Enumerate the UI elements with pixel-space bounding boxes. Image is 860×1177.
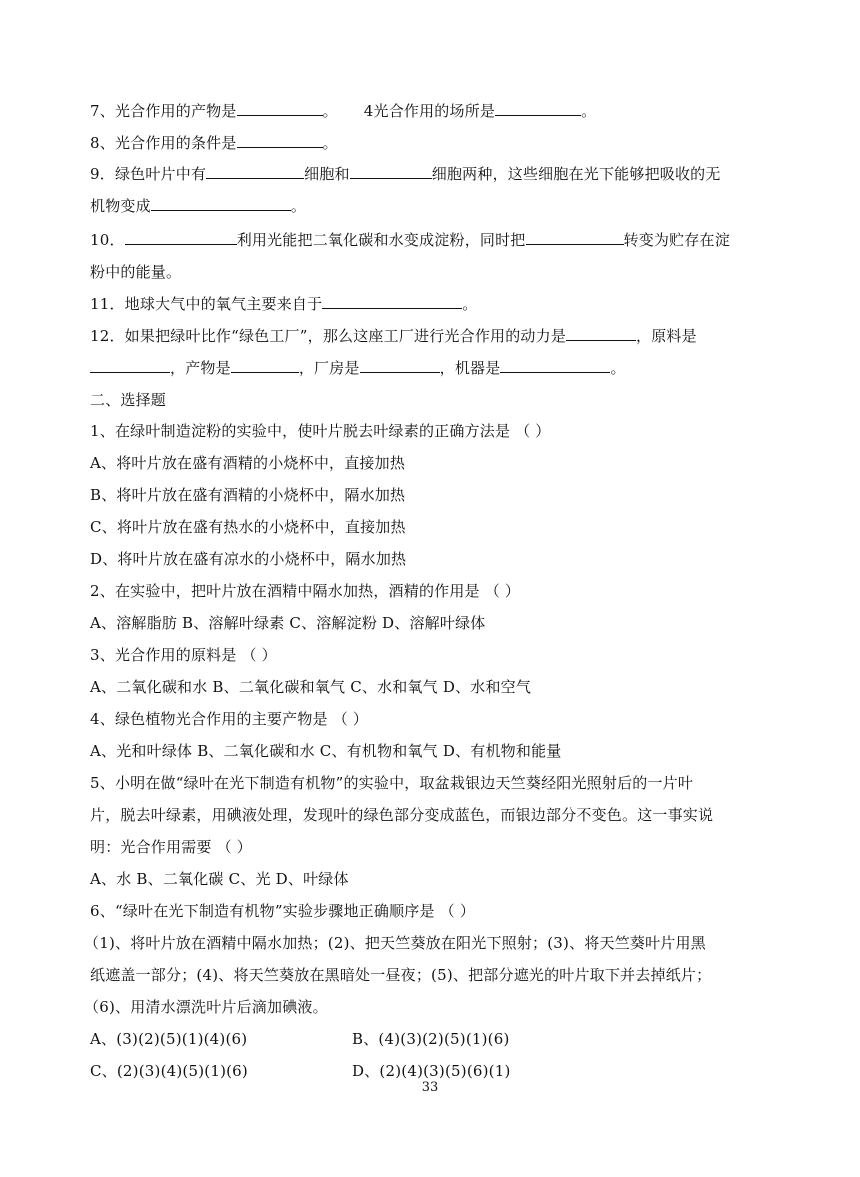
- question-text: 8、光合作用的条件是: [90, 134, 237, 152]
- section-heading: 二、选择题: [90, 391, 167, 409]
- choice-question-6-steps: 纸遮盖一部分；(4)、将天竺葵放在黑暗处一昼夜；(5)、把部分遮光的叶片取下并去掉纸片；: [90, 966, 712, 984]
- question-text: 细胞两种，这些细胞在光下能够把吸收的无: [431, 165, 721, 183]
- choice-option: D、将叶片放在盛有凉水的小烧杯中，隔水加热: [90, 550, 407, 568]
- fill-question-9: [90, 164, 780, 184]
- choice-option: C、(2)(3)(4)(5)(1)(6): [90, 1062, 248, 1080]
- choice-options: A、光和叶绿体 B、二氧化碳和水 C、有机物和氧气 D、有机物和能量: [90, 742, 562, 760]
- answer-blank[interactable]: [206, 164, 304, 179]
- question-text: 转变为贮存在淀: [623, 231, 730, 249]
- choice-options-row: [90, 1029, 780, 1049]
- question-text: 机物变成: [90, 197, 151, 215]
- fill-question-10-cont: [90, 262, 780, 282]
- question-text: ，厂房是: [298, 359, 360, 377]
- answer-blank[interactable]: [90, 358, 170, 373]
- choice-option: A、(3)(2)(5)(1)(4)(6): [90, 1030, 248, 1048]
- fill-question-9-cont: [90, 196, 780, 216]
- choice-question-5-stem: 5、小明在做“绿叶在光下制造有机物”的实验中，取盆栽银边天竺葵经阳光照射后的一片叶: [90, 774, 694, 792]
- question-text: 。: [581, 102, 597, 120]
- choice-options: A、溶解脂肪 B、溶解叶绿素 C、溶解淀粉 D、溶解叶绿体: [90, 614, 486, 632]
- choice-question-6-steps: （1)、将叶片放在酒精中隔水加热；(2)、把天竺葵放在阳光下照射；(3)、将天竺葵叶片用黑: [84, 934, 706, 952]
- answer-blank[interactable]: [360, 358, 440, 373]
- answer-blank[interactable]: [237, 101, 323, 116]
- fill-question-10: [90, 230, 780, 250]
- answer-blank[interactable]: [350, 164, 432, 179]
- answer-blank[interactable]: [495, 101, 581, 116]
- fill-question-12-cont: [90, 358, 780, 378]
- question-text: 11．地球大气中的氧气主要来自于: [90, 295, 323, 313]
- choice-question-6-steps: （6)、用清水漂洗叶片后滴加碘液。: [84, 998, 328, 1016]
- question-text: 7、光合作用的产物是: [90, 102, 237, 120]
- choice-options: A、二氧化碳和水 B、二氧化碳和氧气 C、水和氧气 D、水和空气: [90, 678, 532, 696]
- question-text: 。: [610, 359, 626, 377]
- question-text: 12．如果把绿叶比作“绿色工厂”，那么这座工厂进行光合作用的动力是: [90, 327, 567, 345]
- answer-blank[interactable]: [237, 133, 323, 148]
- question-text: 。: [322, 102, 338, 120]
- question-text: 4光合作用的场所是: [363, 102, 496, 120]
- choice-question-3-stem: 3、光合作用的原料是 （ ）: [90, 646, 277, 664]
- choice-option: A、将叶片放在盛有酒精的小烧杯中，直接加热: [90, 454, 406, 472]
- question-text: 利用光能把二氧化碳和水变成淀粉，同时把: [236, 231, 526, 249]
- answer-blank[interactable]: [500, 358, 610, 373]
- fill-question-8: [90, 133, 780, 153]
- fill-question-12: [90, 326, 780, 346]
- answer-blank[interactable]: [526, 230, 624, 245]
- choice-option: B、将叶片放在盛有酒精的小烧杯中，隔水加热: [90, 486, 406, 504]
- choice-options-row: [90, 1061, 780, 1081]
- question-text: 细胞和: [304, 165, 350, 183]
- choice-option: D、(2)(4)(3)(5)(6)(1): [352, 1062, 511, 1080]
- page-number: 33: [421, 1080, 439, 1095]
- fill-question-11: [90, 294, 780, 314]
- choice-question-6-stem: 6、“绿叶在光下制造有机物”实验步骤地正确顺序是 （ ）: [90, 902, 476, 920]
- question-text: ，原料是: [636, 327, 697, 345]
- answer-blank[interactable]: [151, 196, 291, 211]
- question-text: ，机器是: [439, 359, 501, 377]
- question-text: 9．绿色叶片中有: [90, 165, 207, 183]
- choice-question-4-stem: 4、绿色植物光合作用的主要产物是 （ ）: [90, 710, 369, 728]
- question-text: 。: [322, 134, 338, 152]
- answer-blank[interactable]: [322, 294, 462, 309]
- choice-options: A、水 B、二氧化碳 C、光 D、叶绿体: [90, 870, 349, 888]
- choice-question-2-stem: 2、在实验中，把叶片放在酒精中隔水加热，酒精的作用是 （ ）: [90, 582, 521, 600]
- fill-question-7: [90, 101, 780, 121]
- answer-blank[interactable]: [125, 230, 237, 245]
- question-text: ，产物是: [170, 359, 231, 377]
- choice-question-5-stem: 片，脱去叶绿素，用碘液处理，发现叶的绿色部分变成蓝色，而银边部分不变色。这一事实说: [90, 806, 714, 824]
- choice-option: C、将叶片放在盛有热水的小烧杯中，直接加热: [90, 518, 406, 536]
- answer-blank[interactable]: [566, 326, 636, 341]
- answer-blank[interactable]: [231, 358, 299, 373]
- choice-question-1-stem: 1、在绿叶制造淀粉的实验中，使叶片脱去叶绿素的正确方法是 （ ）: [90, 422, 551, 440]
- question-text: 。: [290, 197, 307, 215]
- question-text: 。: [462, 295, 478, 313]
- choice-question-5-stem: 明：光合作用需要 （ ）: [90, 838, 252, 856]
- question-text: 10．: [90, 231, 125, 249]
- choice-option: B、(4)(3)(2)(5)(1)(6): [352, 1030, 510, 1048]
- question-text: 粉中的能量。: [90, 263, 182, 281]
